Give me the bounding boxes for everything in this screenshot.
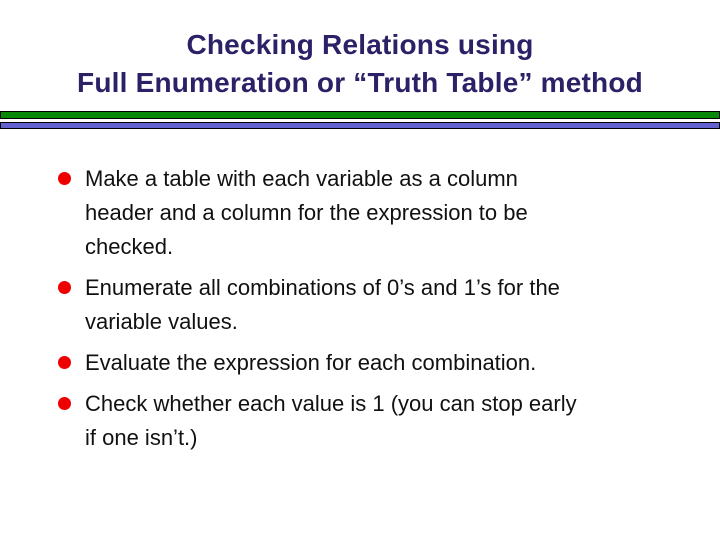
bullet-list — [58, 162, 690, 462]
slide-title-line-1: Checking Relations using — [186, 29, 534, 60]
bullet-line: Check whether each value is 1 (you can stop early — [85, 391, 577, 416]
title-divider-blue-bar — [0, 122, 720, 129]
bullet-icon — [58, 356, 71, 369]
bullet-item-2 — [58, 271, 690, 339]
bullet-line: if one isn’t.) — [85, 425, 198, 450]
slide-title-line-2: Full Enumeration or “Truth Table” method — [77, 67, 643, 98]
bullet-line: Evaluate the expression for each combination. — [85, 350, 537, 375]
bullet-item-4 — [58, 387, 690, 455]
bullet-item-1 — [58, 162, 690, 264]
bullet-line: variable values. — [85, 309, 238, 334]
slide-title — [0, 26, 720, 102]
bullet-item-text — [85, 346, 536, 380]
bullet-line: checked. — [85, 234, 174, 259]
bullet-item-text — [85, 387, 577, 455]
bullet-line: Enumerate all combinations of 0’s and 1’s for the — [85, 275, 560, 300]
bullet-line: header and a column for the expression to be — [85, 200, 528, 225]
bullet-item-text — [85, 162, 528, 264]
bullet-item-3 — [58, 346, 690, 380]
bullet-icon — [58, 397, 71, 410]
bullet-line: Make a table with each variable as a column — [85, 166, 518, 191]
bullet-icon — [58, 281, 71, 294]
bullet-item-text — [85, 271, 560, 339]
bullet-icon — [58, 172, 71, 185]
title-divider-green-bar — [0, 111, 720, 119]
